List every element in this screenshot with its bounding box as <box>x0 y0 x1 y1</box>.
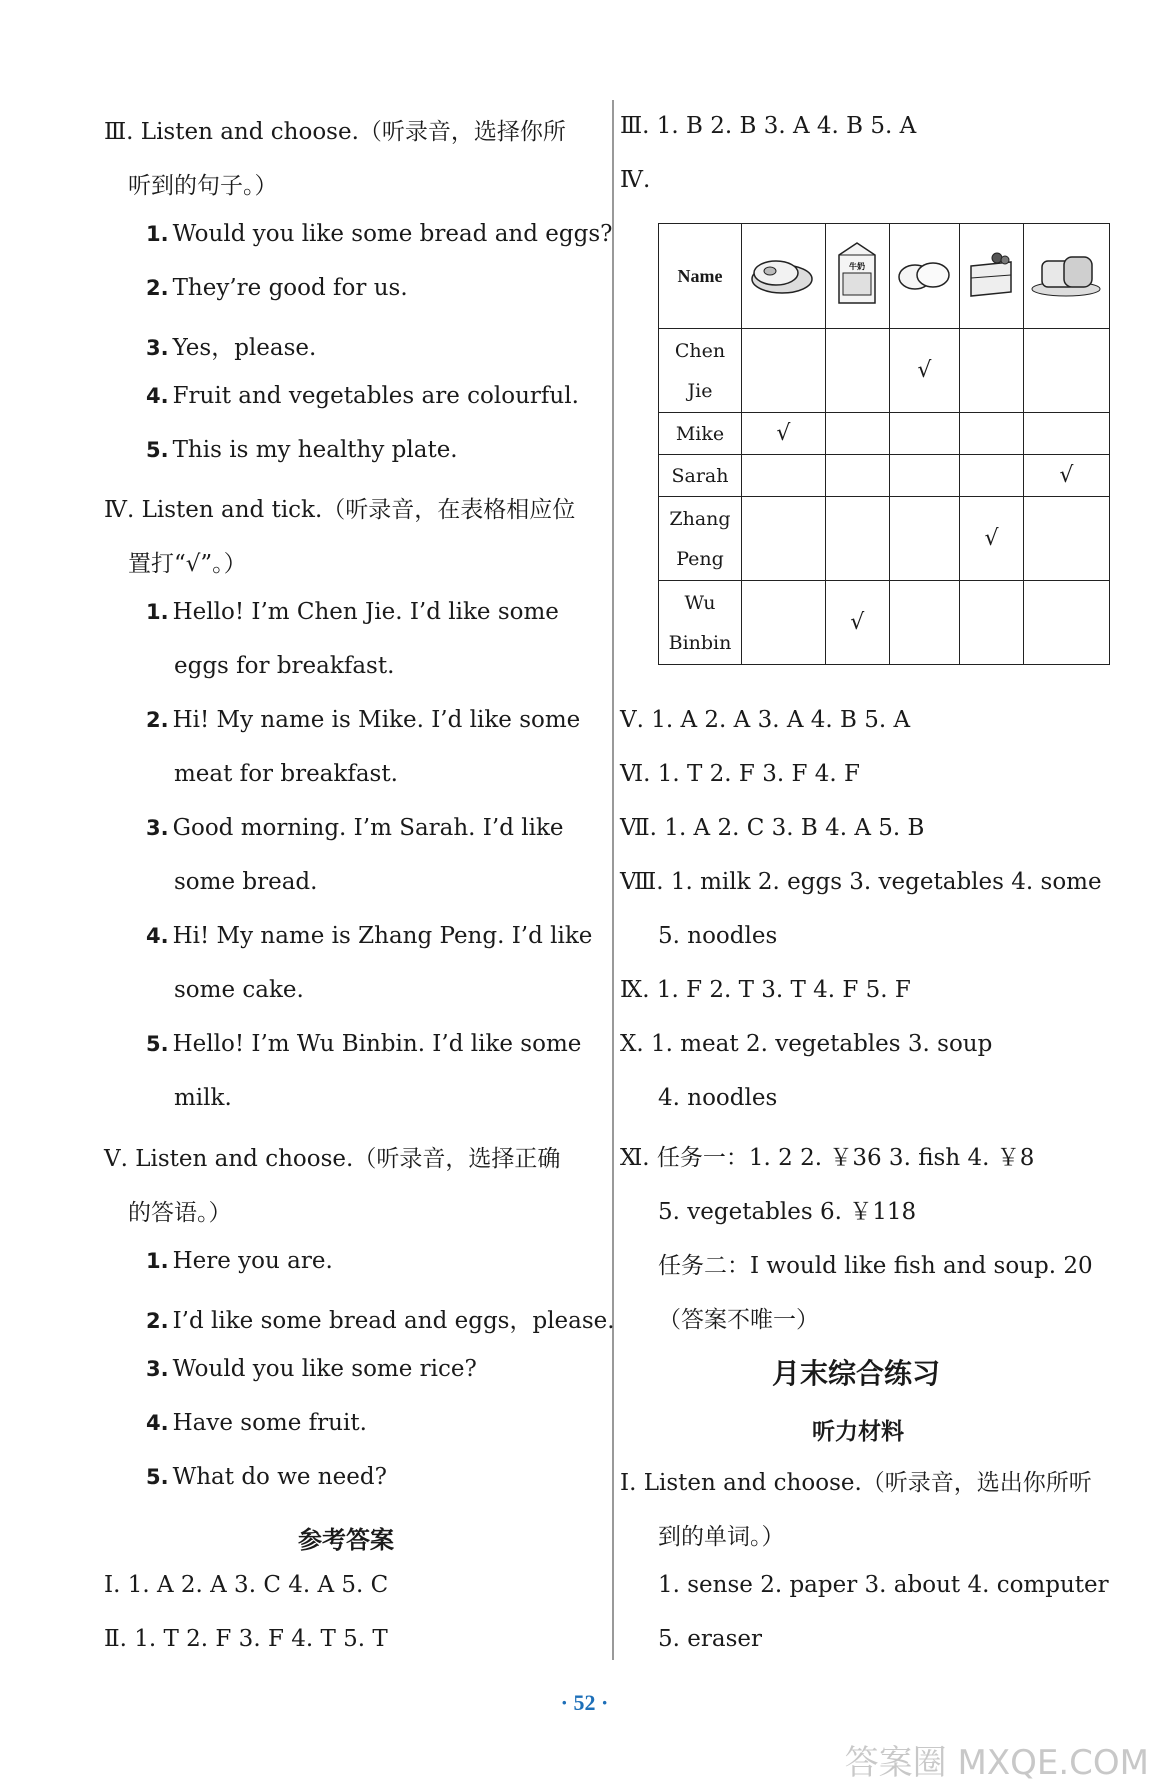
tick-cell <box>1023 329 1109 413</box>
item-text: Good morning. I’m Sarah. I’d like <box>172 815 564 841</box>
student-name <box>659 329 742 413</box>
listen1-title-line1: Ⅰ. Listen and choose.（听录音，选出你所听 <box>620 1470 1092 1496</box>
list-item <box>146 599 559 625</box>
item-number: 5. <box>146 1465 169 1489</box>
page-number: · 52 · <box>560 1690 609 1715</box>
student-name-line1: Zhang <box>669 507 731 530</box>
item-text: Hi! My name is Mike. I’d like some <box>172 707 581 733</box>
answer-row-2: Ⅱ. 1. T 2. F 3. F 4. T 5. T <box>104 1626 388 1652</box>
tick-cell <box>742 497 826 581</box>
item-number: 3. <box>146 816 169 840</box>
table-row <box>659 497 1110 581</box>
tick-cell <box>742 329 826 413</box>
sec3-title-line2: 听到的句子。） <box>128 173 278 199</box>
milk-carton-icon <box>825 224 889 329</box>
list-item <box>146 221 612 247</box>
svg-text:牛奶: 牛奶 <box>849 261 866 271</box>
answer-row-10-line2: 4. noodles <box>658 1085 778 1111</box>
item-text: Would you like some rice? <box>172 1356 477 1382</box>
check-mark-icon: √ <box>984 526 999 551</box>
list-item <box>146 1410 367 1436</box>
tick-cell <box>1023 413 1109 455</box>
item-text: They’re good for us. <box>172 275 408 301</box>
tick-cell <box>889 455 959 497</box>
sec4-title-line2: 置打“√”。） <box>128 551 247 577</box>
student-name <box>659 581 742 665</box>
tick-cell <box>825 329 889 413</box>
item-number: 4. <box>146 384 169 408</box>
answer-row-8-line2: 5. noodles <box>658 923 778 949</box>
list-item <box>146 1248 333 1274</box>
list-item <box>146 815 564 841</box>
student-name <box>659 497 742 581</box>
item-number: 3. <box>146 1357 169 1381</box>
item-text: Have some fruit. <box>172 1410 367 1436</box>
column-divider <box>612 100 614 1660</box>
tick-cell <box>742 413 826 455</box>
item-number: 1. <box>146 222 169 246</box>
list-item <box>146 923 592 949</box>
answers-heading: 参考答案 <box>298 1526 394 1554</box>
tick-cell <box>889 581 959 665</box>
student-name <box>659 455 742 497</box>
meat-icon <box>742 224 826 329</box>
tick-cell <box>960 497 1024 581</box>
item-text: I’d like some bread and eggs，please. <box>172 1308 615 1334</box>
item-number: 5. <box>146 1032 169 1056</box>
table-row <box>659 581 1110 665</box>
item-number: 2. <box>146 1309 169 1333</box>
item-text: What do we need? <box>172 1464 387 1490</box>
tick-cell <box>960 455 1024 497</box>
listen1-words-line2: 5. eraser <box>658 1626 762 1652</box>
student-name-line2: Jie <box>687 379 713 402</box>
tick-cell <box>889 497 959 581</box>
item-number: 3. <box>146 336 169 360</box>
section-heading: 月末综合练习 <box>772 1357 941 1390</box>
student-name-line2: Peng <box>676 547 724 570</box>
check-mark-icon: √ <box>917 358 932 383</box>
answer-row-11-line1: Ⅺ. 任务一：1. 2 2. ￥36 3. fish 4. ￥8 <box>620 1145 1035 1171</box>
tick-cell <box>1023 581 1109 665</box>
check-mark-icon: √ <box>1059 463 1074 488</box>
item-text-continued: meat for breakfast. <box>174 761 398 787</box>
tick-cell <box>1023 455 1109 497</box>
list-item <box>146 1356 477 1382</box>
tick-cell <box>825 413 889 455</box>
student-name-line1: Sarah <box>671 464 729 487</box>
answer-row-8-line1: Ⅷ. 1. milk 2. eggs 3. vegetables 4. some <box>620 869 1102 895</box>
tick-cell <box>960 581 1024 665</box>
tick-cell <box>825 455 889 497</box>
answer-row-11-line4: （答案不唯一） <box>658 1307 819 1333</box>
item-text: Hi! My name is Zhang Peng. I’d like <box>172 923 593 949</box>
sec5-title-line1: Ⅴ. Listen and choose.（听录音，选择正确 <box>104 1146 561 1172</box>
item-text: Hello! I’m Wu Binbin. I’d like some <box>172 1031 582 1057</box>
list-item <box>146 437 458 463</box>
tick-cell <box>825 581 889 665</box>
student-name <box>659 413 742 455</box>
item-text: Hello! I’m Chen Jie. I’d like some <box>172 599 559 625</box>
tick-cell <box>1023 497 1109 581</box>
table-row <box>659 455 1110 497</box>
answer-row-3: Ⅲ. 1. B 2. B 3. A 4. B 5. A <box>620 113 917 139</box>
item-text: Yes，please. <box>172 335 317 361</box>
list-item <box>146 275 408 301</box>
student-name-line1: Wu <box>684 591 716 614</box>
tick-table-header <box>659 224 1110 329</box>
table-row <box>659 329 1110 413</box>
tick-cell <box>889 329 959 413</box>
sec5-title-line2: 的答语。） <box>128 1200 232 1226</box>
list-item <box>146 383 579 409</box>
item-number: 2. <box>146 276 169 300</box>
item-number: 4. <box>146 1411 169 1435</box>
bread-icon <box>1023 224 1109 329</box>
item-number: 4. <box>146 924 169 948</box>
item-text: Here you are. <box>172 1248 333 1274</box>
answer-row-7: Ⅶ. 1. A 2. C 3. B 4. A 5. B <box>620 815 925 841</box>
list-item <box>146 1302 615 1335</box>
student-name-line2: Binbin <box>668 631 732 654</box>
tick-cell <box>825 497 889 581</box>
item-text: This is my healthy plate. <box>172 437 458 463</box>
cake-icon <box>960 224 1024 329</box>
tick-cell <box>742 455 826 497</box>
listen1-words-line1: 1. sense 2. paper 3. about 4. computer <box>658 1572 1109 1598</box>
list-item <box>146 329 316 362</box>
answer-row-5: Ⅴ. 1. A 2. A 3. A 4. B 5. A <box>620 707 911 733</box>
sec3-title-line1: Ⅲ. Listen and choose.（听录音，选择你所 <box>104 119 566 145</box>
item-text-continued: eggs for breakfast. <box>174 653 395 679</box>
item-number: 2. <box>146 708 169 732</box>
item-text-continued: milk. <box>174 1085 232 1111</box>
answer-row-10-line1: Ⅹ. 1. meat 2. vegetables 3. soup <box>620 1031 993 1057</box>
item-text-continued: some bread. <box>174 869 318 895</box>
table-header-name: Name <box>659 224 742 329</box>
item-text: Fruit and vegetables are colourful. <box>172 383 579 409</box>
tick-cell <box>960 329 1024 413</box>
tick-cell <box>960 413 1024 455</box>
item-text: Would you like some bread and eggs? <box>172 221 613 247</box>
list-item <box>146 1031 581 1057</box>
answer-row-1: Ⅰ. 1. A 2. A 3. C 4. A 5. C <box>104 1572 389 1598</box>
table-row <box>659 413 1110 455</box>
answer-row-4-label: Ⅳ. <box>620 167 651 193</box>
answer-row-11-line3: 任务二：I would like fish and soup. 20 <box>658 1253 1093 1279</box>
answer-row-11-line2: 5. vegetables 6. ￥118 <box>658 1199 917 1225</box>
sub-heading: 听力材料 <box>812 1419 904 1445</box>
watermark-logo: 答案圈 MXQE.COM <box>844 1743 1149 1783</box>
listen1-title-line2: 到的单词。） <box>658 1524 785 1550</box>
item-text-continued: some cake. <box>174 977 304 1003</box>
student-name-line1: Chen <box>674 339 726 362</box>
check-mark-icon: √ <box>776 421 791 446</box>
list-item <box>146 707 580 733</box>
sec4-title-line1: Ⅳ. Listen and tick.（听录音，在表格相应位 <box>104 497 576 523</box>
student-name-line1: Mike <box>675 422 725 445</box>
item-number: 1. <box>146 600 169 624</box>
check-mark-icon: √ <box>850 610 865 635</box>
item-number: 5. <box>146 438 169 462</box>
answer-row-6: Ⅵ. 1. T 2. F 3. F 4. F <box>620 761 860 787</box>
eggs-icon <box>889 224 959 329</box>
answer-row-9: Ⅸ. 1. F 2. T 3. T 4. F 5. F <box>620 977 911 1003</box>
item-number: 1. <box>146 1249 169 1273</box>
tick-cell <box>742 581 826 665</box>
list-item <box>146 1464 387 1490</box>
tick-cell <box>889 413 959 455</box>
tick-table <box>658 223 1110 665</box>
